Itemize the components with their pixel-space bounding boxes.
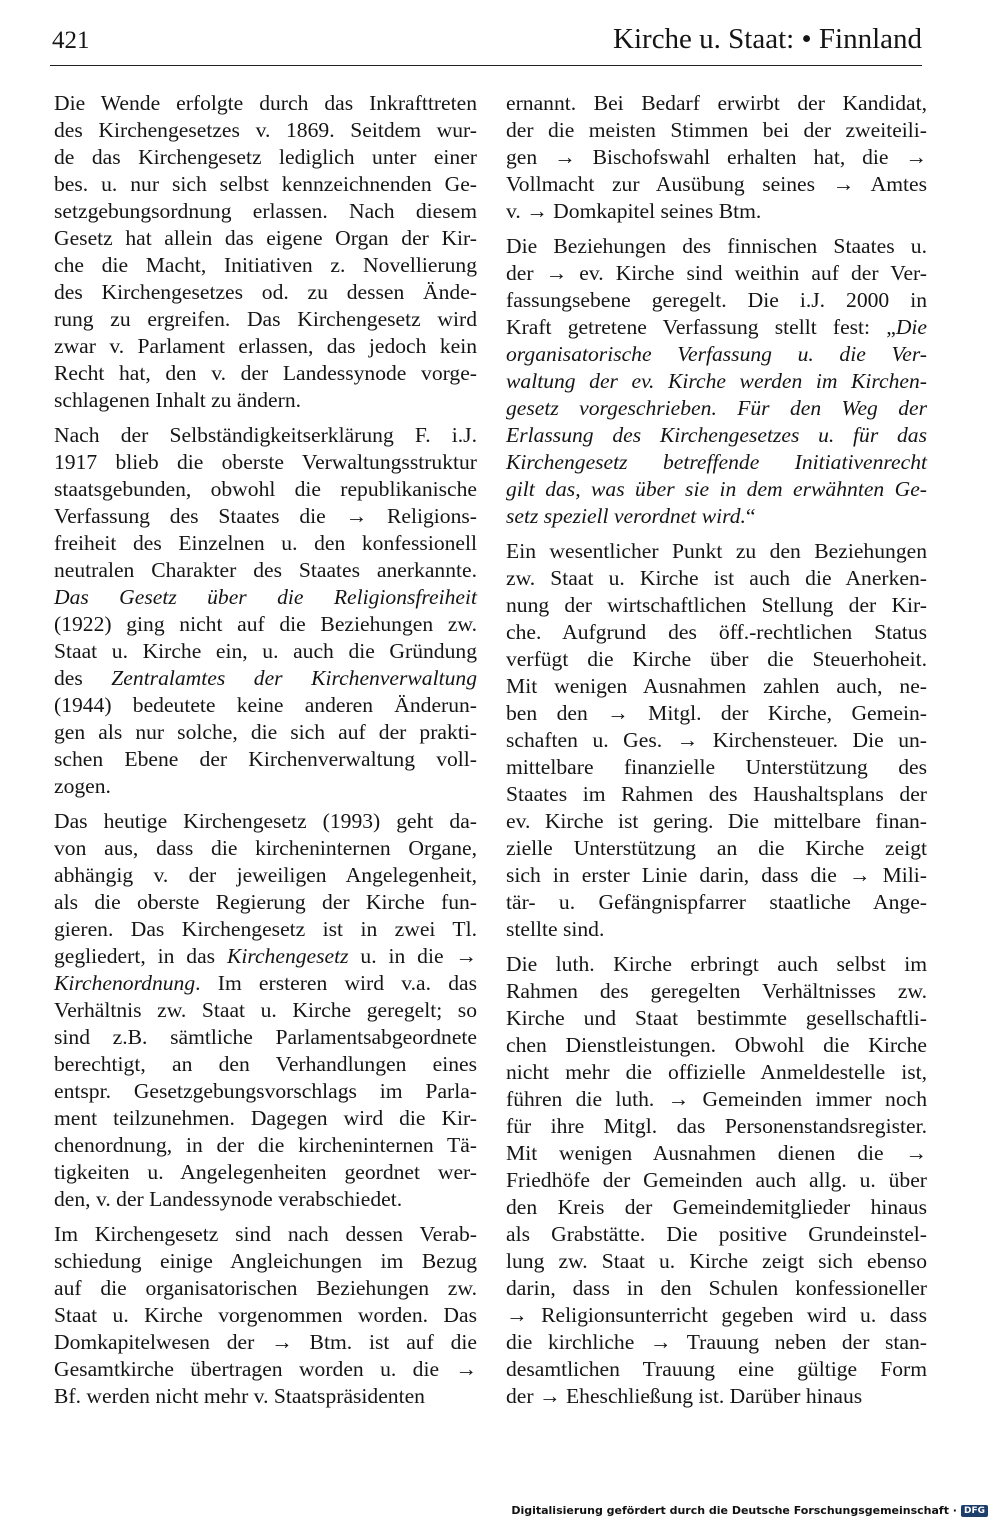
text-line: Gesamtkirche übertragen worden u. die → xyxy=(54,1357,477,1381)
text-line: Mit wenigen Ausnahmen dienen die → xyxy=(506,1141,927,1165)
text-line: sich in erster Linie darin, dass die → Mili- xyxy=(506,863,927,887)
text-line: → Religionsunterricht gegeben wird u. dass xyxy=(506,1303,927,1327)
text-line: führen die luth. → Gemeinden immer noch xyxy=(506,1087,927,1111)
paragraph xyxy=(54,808,477,1213)
paragraph xyxy=(54,1221,477,1410)
paragraph xyxy=(54,422,477,800)
text-line: Die Wende erfolgte durch das Inkrafttreten xyxy=(54,91,477,115)
text-line: gen → Bischofswahl erhalten hat, die → xyxy=(506,145,927,169)
text-line: organisatorische Verfassung u. die Ver- xyxy=(506,342,927,366)
text-line: gen als nur solche, die sich auf der prakti- xyxy=(54,720,477,744)
text-line: des Zentralamtes der Kirchenverwaltung xyxy=(54,666,477,690)
text-line: gilt das, was über sie in dem erwähnten Ge- xyxy=(506,477,927,501)
footer-text: Digitalisierung gefördert durch die Deutsche Forschungsgemeinschaft · xyxy=(511,1504,957,1517)
paragraph xyxy=(54,90,477,414)
dfg-logo: DFG xyxy=(961,1505,988,1517)
text-line: ment teilzunehmen. Dagegen wird die Kir- xyxy=(54,1106,477,1130)
paragraph xyxy=(506,233,927,530)
text-line: gesetz vorgeschrieben. Für den Weg der xyxy=(506,396,927,420)
text-line: Mit wenigen Ausnahmen zahlen auch, ne- xyxy=(506,674,927,698)
text-line: den, v. der Landessynode verabschiedet. xyxy=(54,1187,403,1211)
text-line: Gesetz hat allein das eigene Organ der Kir- xyxy=(54,226,477,250)
text-line: che. Aufgrund des öff.-rechtlichen Status xyxy=(506,620,927,644)
text-line: schlagenen Inhalt zu ändern. xyxy=(54,388,302,412)
text-line: für ihre Mitgl. das Personenstandsregister. xyxy=(506,1114,927,1138)
text-line: chenordnung, in der die kircheninternen Tä- xyxy=(54,1133,477,1157)
text-line: der → ev. Kirche sind weithin auf der Ver- xyxy=(506,261,927,285)
text-line: stellte sind. xyxy=(506,917,605,941)
text-line: Das heutige Kirchengesetz (1993) geht da- xyxy=(54,809,477,833)
text-line: freiheit des Einzelnen u. den konfessionell xyxy=(54,531,477,555)
text-line: die kirchliche → Trauung neben der stan- xyxy=(506,1330,927,1354)
text-line: de das Kirchengesetz lediglich unter einer xyxy=(54,145,477,169)
text-line: tär- u. Gefängnispfarrer staatliche Ange- xyxy=(506,890,927,914)
text-line: Recht hat, den v. der Landessynode vorge- xyxy=(54,361,477,385)
text-line: berechtigt, an den Verhandlungen eines xyxy=(54,1052,477,1076)
text-line: Rahmen des geregelten Verhältnisses zw. xyxy=(506,979,927,1003)
text-line: waltung der ev. Kirche werden im Kirchen- xyxy=(506,369,927,393)
text-line: darin, dass in den Schulen konfessioneller xyxy=(506,1276,927,1300)
text-line: Im Kirchengesetz sind nach dessen Verab- xyxy=(54,1222,477,1246)
text-line: gegliedert, in das Kirchengesetz u. in die → xyxy=(54,944,478,968)
text-line: bes. u. nur sich selbst kennzeichnenden Ge- xyxy=(54,172,477,196)
text-line: rung zu ergreifen. Das Kirchengesetz wird xyxy=(54,307,477,331)
text-line: mittelbare finanzielle Unterstützung des xyxy=(506,755,927,779)
text-line: Vollmacht zur Ausübung seines → Amtes xyxy=(506,172,927,196)
text-line: zielle Unterstützung an die Kirche zeigt xyxy=(506,836,927,860)
text-line: Nach der Selbständigkeitserklärung F. i.J. xyxy=(54,423,477,447)
text-line: staatsgebunden, obwohl die republikanische xyxy=(54,477,477,501)
text-line: Staates im Rahmen des Haushaltsplans der xyxy=(506,782,927,806)
text-line: Erlassung des Kirchengesetzes u. für das xyxy=(506,423,927,447)
text-line: ben den → Mitgl. der Kirche, Gemein- xyxy=(506,701,927,725)
text-line: chen Dienstleistungen. Obwohl die Kirche xyxy=(506,1033,927,1057)
footer xyxy=(511,1504,988,1517)
paragraph xyxy=(506,538,927,943)
text-line: (1922) ging nicht auf die Beziehungen zw. xyxy=(54,612,477,636)
text-line: desamtlichen Trauung eine gültige Form xyxy=(506,1357,927,1381)
left-column xyxy=(54,90,477,1418)
right-column xyxy=(506,90,927,1418)
text-line: nung der wirtschaftlichen Stellung der Kir- xyxy=(506,593,927,617)
text-line: Die luth. Kirche erbringt auch selbst im xyxy=(506,952,927,976)
text-line: 1917 blieb die oberste Verwaltungsstruktur xyxy=(54,450,477,474)
page-number: 421 xyxy=(52,27,90,54)
running-head: Kirche u. Staat: • Finnland xyxy=(613,23,922,55)
text-line: (1944) bedeutete keine anderen Änderun- xyxy=(54,693,477,717)
text-line: fassungsebene geregelt. Die i.J. 2000 in xyxy=(506,288,927,312)
text-line: neutralen Charakter des Staates anerkannte. xyxy=(54,558,477,582)
text-line: Die Beziehungen des finnischen Staates u. xyxy=(506,234,927,258)
text-line: Kirchenordnung. Im ersteren wird v.a. das xyxy=(54,971,477,995)
text-line: Kirche und Staat bestimmte gesellschaftli- xyxy=(506,1006,927,1030)
text-line: setz speziell verordnet wird.“ xyxy=(506,504,756,528)
text-line: schen Ebene der Kirchenverwaltung voll- xyxy=(54,747,477,771)
text-line: abhängig v. der jeweiligen Angelegenheit, xyxy=(54,863,477,887)
text-line: zogen. xyxy=(54,774,111,798)
text-line: des Kirchengesetzes v. 1869. Seitdem wur- xyxy=(54,118,477,142)
text-line: Staat u. Kirche vorgenommen worden. Das xyxy=(54,1303,477,1327)
text-line: auf die organisatorischen Beziehungen zw. xyxy=(54,1276,477,1300)
text-line: setzgebungsordnung erlassen. Nach diesem xyxy=(54,199,477,223)
text-line: verfügt die Kirche über die Steuerhoheit. xyxy=(506,647,927,671)
text-line: schiedung einige Angleichungen im Bezug xyxy=(54,1249,477,1273)
text-line: zw. Staat u. Kirche ist auch die Anerken- xyxy=(506,566,927,590)
text-line: sind z.B. sämtliche Parlamentsabgeordnete xyxy=(54,1025,477,1049)
text-line: ev. Kirche ist gering. Die mittelbare finan- xyxy=(506,809,927,833)
text-line: v. → Domkapitel seines Btm. xyxy=(506,199,762,223)
text-line: Bf. werden nicht mehr v. Staatspräsidenten xyxy=(54,1384,425,1408)
text-line: den Kreis der Gemeindemitglieder hinaus xyxy=(506,1195,927,1219)
text-line: ernannt. Bei Bedarf erwirbt der Kandidat, xyxy=(506,91,927,115)
text-line: Kirchengesetz betreffende Initiativenrecht xyxy=(506,450,927,474)
text-line: Ein wesentlicher Punkt zu den Beziehungen xyxy=(506,539,927,563)
text-line: als die oberste Regierung der Kirche fun- xyxy=(54,890,477,914)
text-line: tigkeiten u. Angelegenheiten geordnet wer- xyxy=(54,1160,477,1184)
text-line: entspr. Gesetzgebungsvorschlags im Parla- xyxy=(54,1079,477,1103)
paragraph xyxy=(506,90,927,225)
text-line: Verfassung des Staates die → Religions- xyxy=(54,504,477,528)
text-line: lung zw. Staat u. Kirche zeigt sich ebenso xyxy=(506,1249,927,1273)
text-line: der die meisten Stimmen bei der zweiteili- xyxy=(506,118,927,142)
paragraph xyxy=(506,951,927,1410)
text-line: che die Macht, Initiativen z. Novellierung xyxy=(54,253,477,277)
text-line: Staat u. Kirche ein, u. auch die Gründung xyxy=(54,639,477,663)
text-line: nicht mehr die offizielle Anmeldestelle ist, xyxy=(506,1060,927,1084)
text-line: Domkapitelwesen der → Btm. ist auf die xyxy=(54,1330,477,1354)
text-line: Verhältnis zw. Staat u. Kirche geregelt; so xyxy=(54,998,477,1022)
text-line: gieren. Das Kirchengesetz ist in zwei Tl. xyxy=(54,917,477,941)
text-line: von aus, dass die kircheninternen Organe, xyxy=(54,836,477,860)
text-line: des Kirchengesetzes od. zu dessen Ände- xyxy=(54,280,477,304)
text-line: zwar v. Parlament erlassen, das jedoch kein xyxy=(54,334,477,358)
text-line: Das Gesetz über die Religionsfreiheit xyxy=(54,585,477,609)
text-line: schaften u. Ges. → Kirchensteuer. Die un- xyxy=(506,728,927,752)
text-line: Kraft getretene Verfassung stellt fest: „Die xyxy=(506,315,927,339)
text-line: der → Eheschließung ist. Darüber hinaus xyxy=(506,1384,863,1408)
text-line: Friedhöfe der Gemeinden auch allg. u. über xyxy=(506,1168,927,1192)
text-line: als Grabstätte. Die positive Grundeinstel- xyxy=(506,1222,927,1246)
header-rule xyxy=(50,65,922,66)
